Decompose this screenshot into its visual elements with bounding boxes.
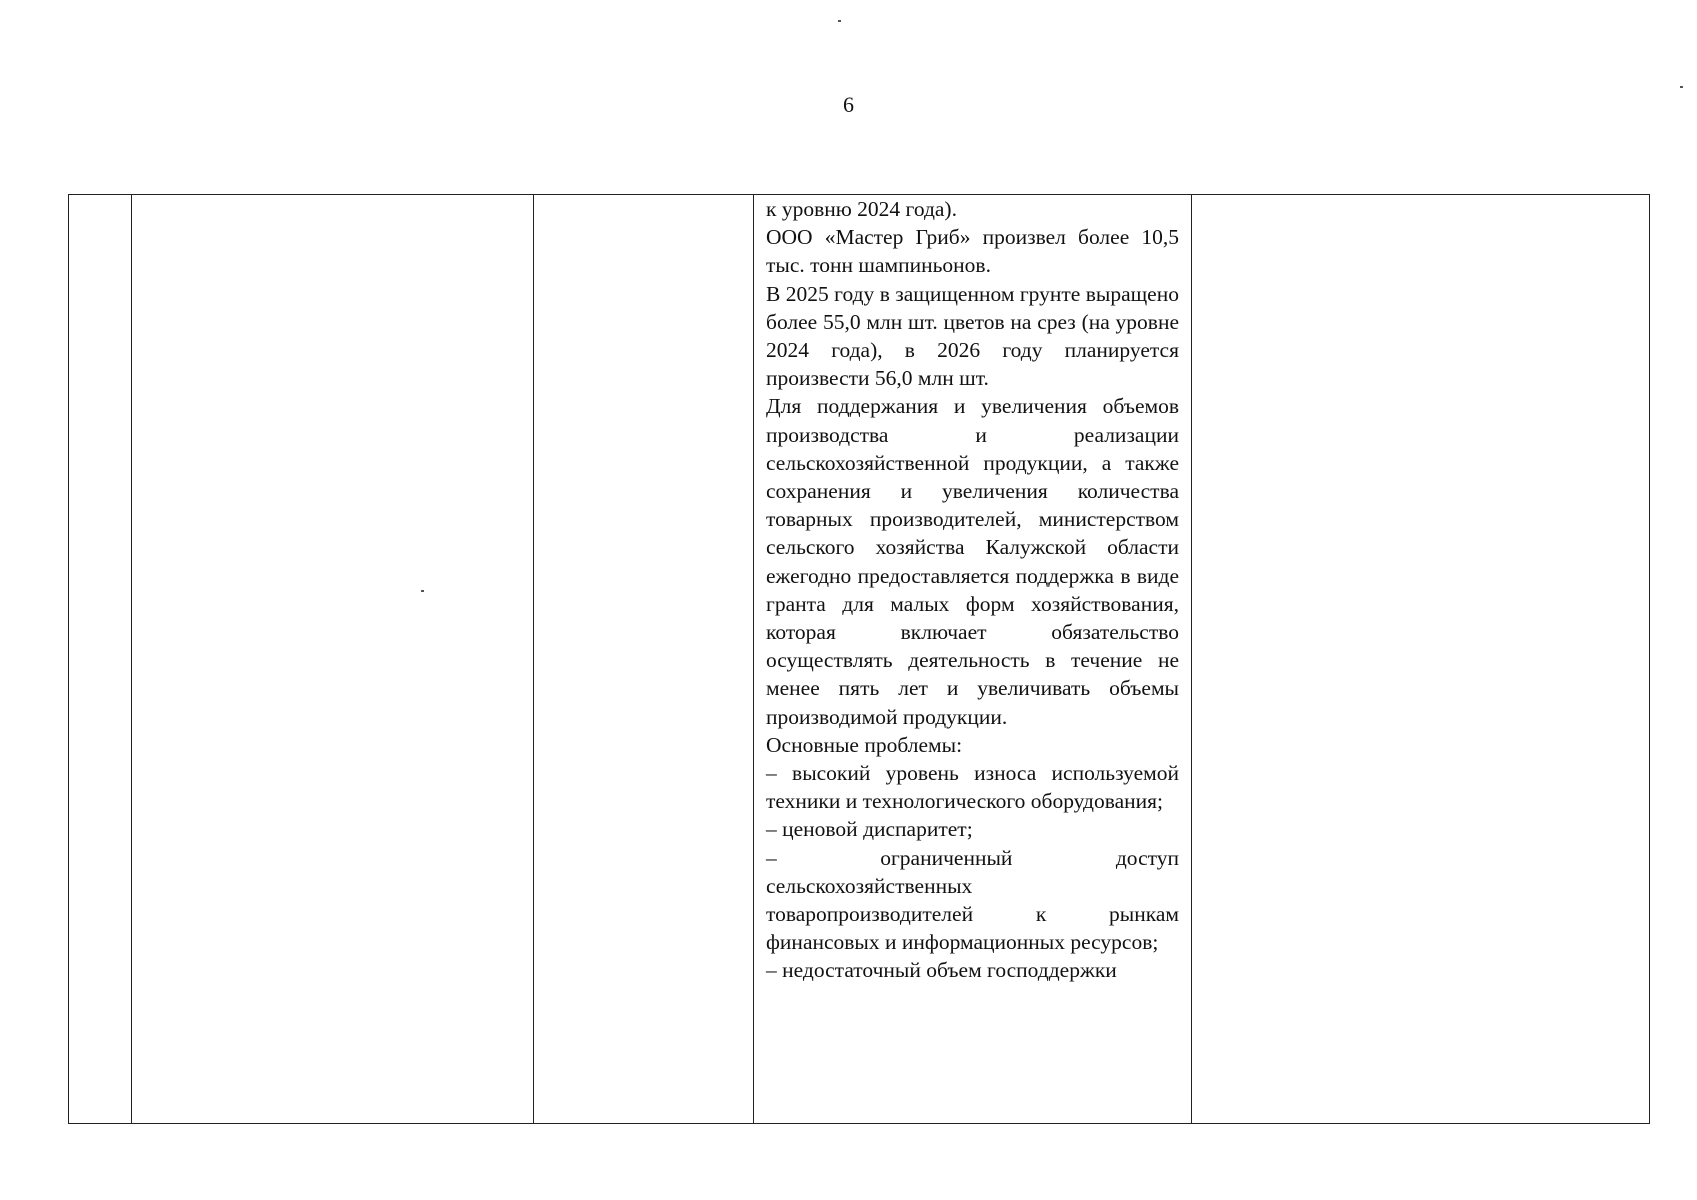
description-paragraph: – недостаточный объем господдержки [766, 958, 1117, 983]
description-paragraph: – ценовой диспаритет; [766, 817, 973, 842]
description-paragraph: ООО «Мастер Гриб» произвел более 10,5 тыс. тонн шампиньонов. [766, 225, 1179, 278]
scan-speck [1680, 86, 1683, 88]
scan-speck [838, 20, 841, 22]
page-number: 6 [843, 92, 854, 117]
description-paragraph: – высокий уровень износа используемой техники и технологического оборудования; [766, 761, 1179, 814]
table-column-name [131, 195, 533, 1123]
description-paragraph: В 2025 году в защищенном грунте выращено более 55,0 млн шт. цветов на срез (на уровне 2024 года), в 2026 году планируется произвести 56,0 млн шт. [766, 281, 1179, 391]
table-column-notes [1191, 195, 1649, 1123]
description-paragraph: – ограниченный доступ сельскохозяйственных товаропроизводителей к рынкам финансовых и информационных ресурсов; [766, 845, 1179, 955]
table-column-description [753, 195, 1191, 1123]
table-column-number [69, 195, 131, 1123]
document-table [68, 194, 1650, 1124]
description-paragraph: Основные проблемы: [766, 732, 963, 757]
description-paragraph: к уровню 2024 года). [766, 197, 957, 221]
description-paragraph: Для поддержания и увеличения объемов производства и реализации сельскохозяйственной продукции, а также сохранения и увеличения количества товарных производителей, министерством сельского хозяйства Калужской области ежегодно предоставляется поддержка в виде гранта для малых форм хозяйствования, которая включает обязательство осуществлять деятельность в течение не менее пять лет и увеличивать объемы производимой продукции. [766, 394, 1179, 729]
scan-speck [421, 590, 424, 592]
description-text [766, 195, 1179, 985]
table-column-indicator [533, 195, 753, 1123]
